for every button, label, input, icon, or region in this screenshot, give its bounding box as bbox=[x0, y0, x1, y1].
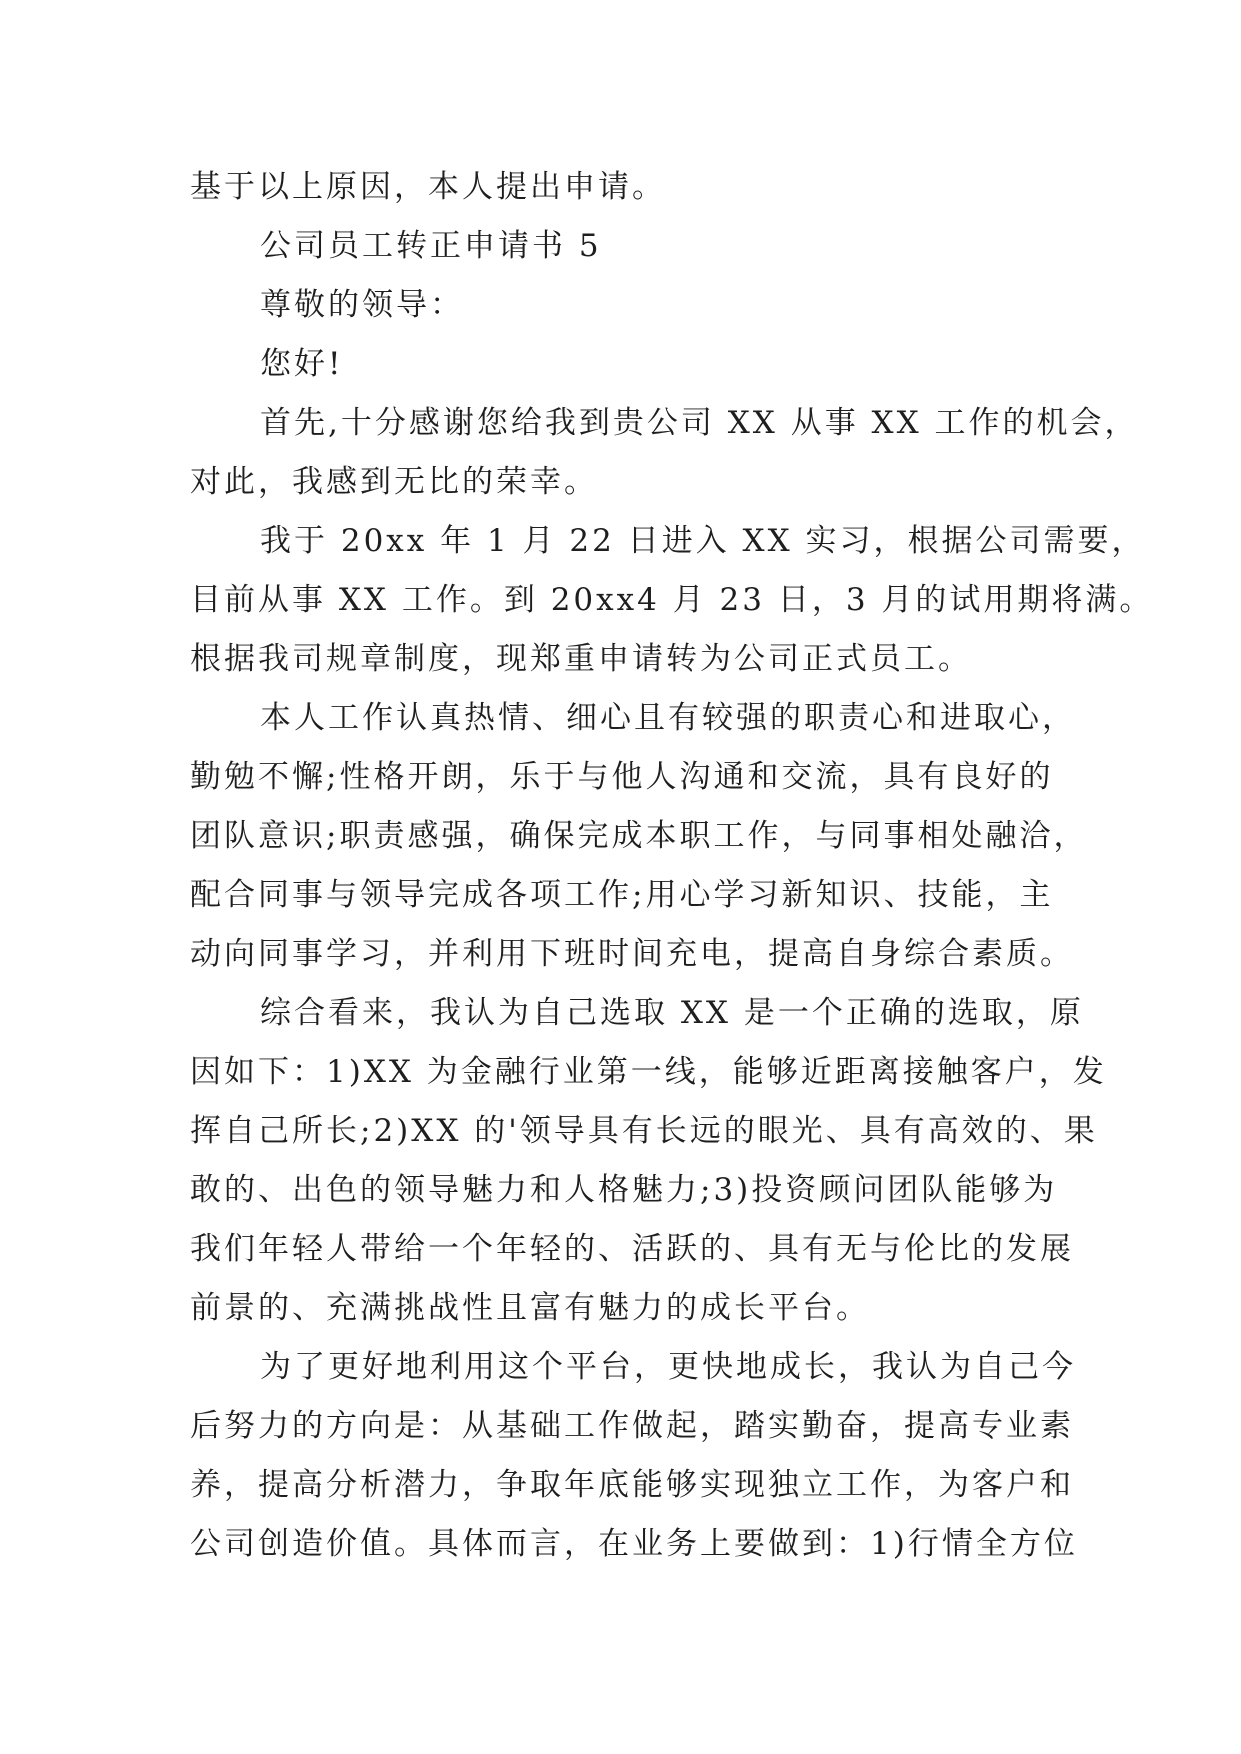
text-line: 为了更好地利用这个平台，更快地成长，我认为自己今 bbox=[260, 1349, 1076, 1385]
greeting bbox=[190, 335, 1070, 394]
text-line: 我们年轻人带给一个年轻的、活跃的、具有无与伦比的发展 bbox=[190, 1231, 1074, 1267]
text-line: 目前从事 XX 工作。到 20xx4 月 23 日，3 月的试用期将满。 bbox=[190, 582, 1154, 618]
text-line: 根据我司规章制度，现郑重申请转为公司正式员工。 bbox=[190, 641, 972, 677]
text-line: 敢的、出色的领导魅力和人格魅力;3)投资顾问团队能够为 bbox=[190, 1172, 1058, 1208]
paragraph-future-plans bbox=[190, 1338, 1078, 1574]
text-line: 我于 20xx 年 1 月 22 日进入 XX 实习，根据公司需要， bbox=[260, 523, 1146, 559]
text-line: 公司创造价值。具体而言，在业务上要做到：1)行情全方位 bbox=[190, 1526, 1078, 1562]
paragraph-self-assessment bbox=[190, 689, 1088, 984]
text-line: 首先,十分感谢您给我到贵公司 XX 从事 XX 工作的机会， bbox=[260, 405, 1139, 441]
text-line: 动向同事学习，并利用下班时间充电，提高自身综合素质。 bbox=[190, 936, 1074, 972]
text-line: 养，提高分析潜力，争取年底能够实现独立工作，为客户和 bbox=[190, 1467, 1074, 1503]
paragraph-internship bbox=[190, 512, 1154, 689]
text-line: 后努力的方向是：从基础工作做起，踏实勤奋，提高专业素 bbox=[190, 1408, 1074, 1444]
text-line: 前景的、充满挑战性且富有魅力的成长平台。 bbox=[190, 1290, 870, 1326]
text-line: 基于以上原因，本人提出申请。 bbox=[190, 169, 666, 205]
paragraph-conclusion bbox=[190, 158, 1070, 217]
text-line: 配合同事与领导完成各项工作;用心学习新知识、技能，主 bbox=[190, 877, 1054, 913]
text-line: 综合看来，我认为自己选取 XX 是一个正确的选取，原 bbox=[260, 995, 1084, 1031]
text-line: 勤勉不懈;性格开朗，乐于与他人沟通和交流，具有良好的 bbox=[190, 759, 1054, 795]
paragraph-reasons bbox=[190, 984, 1107, 1338]
text-line: 团队意识;职责感强，确保完成本职工作，与同事相处融洽， bbox=[190, 818, 1088, 854]
section-heading bbox=[190, 217, 1070, 276]
text-line: 您好! bbox=[260, 346, 344, 382]
text-line: 尊敬的领导： bbox=[260, 287, 464, 323]
text-line: 对此，我感到无比的荣幸。 bbox=[190, 464, 598, 500]
text-line: 公司员工转正申请书 5 bbox=[260, 228, 602, 264]
text-line: 因如下：1)XX 为金融行业第一线，能够近距离接触客户，发 bbox=[190, 1054, 1107, 1090]
document-body bbox=[190, 158, 1154, 1574]
text-line: 本人工作认真热情、细心且有较强的职责心和进取心， bbox=[260, 700, 1076, 736]
paragraph-thanks bbox=[190, 394, 1139, 512]
salutation bbox=[190, 276, 1070, 335]
text-line: 挥自己所长;2)XX 的'领导具有长远的眼光、具有高效的、果 bbox=[190, 1113, 1098, 1149]
